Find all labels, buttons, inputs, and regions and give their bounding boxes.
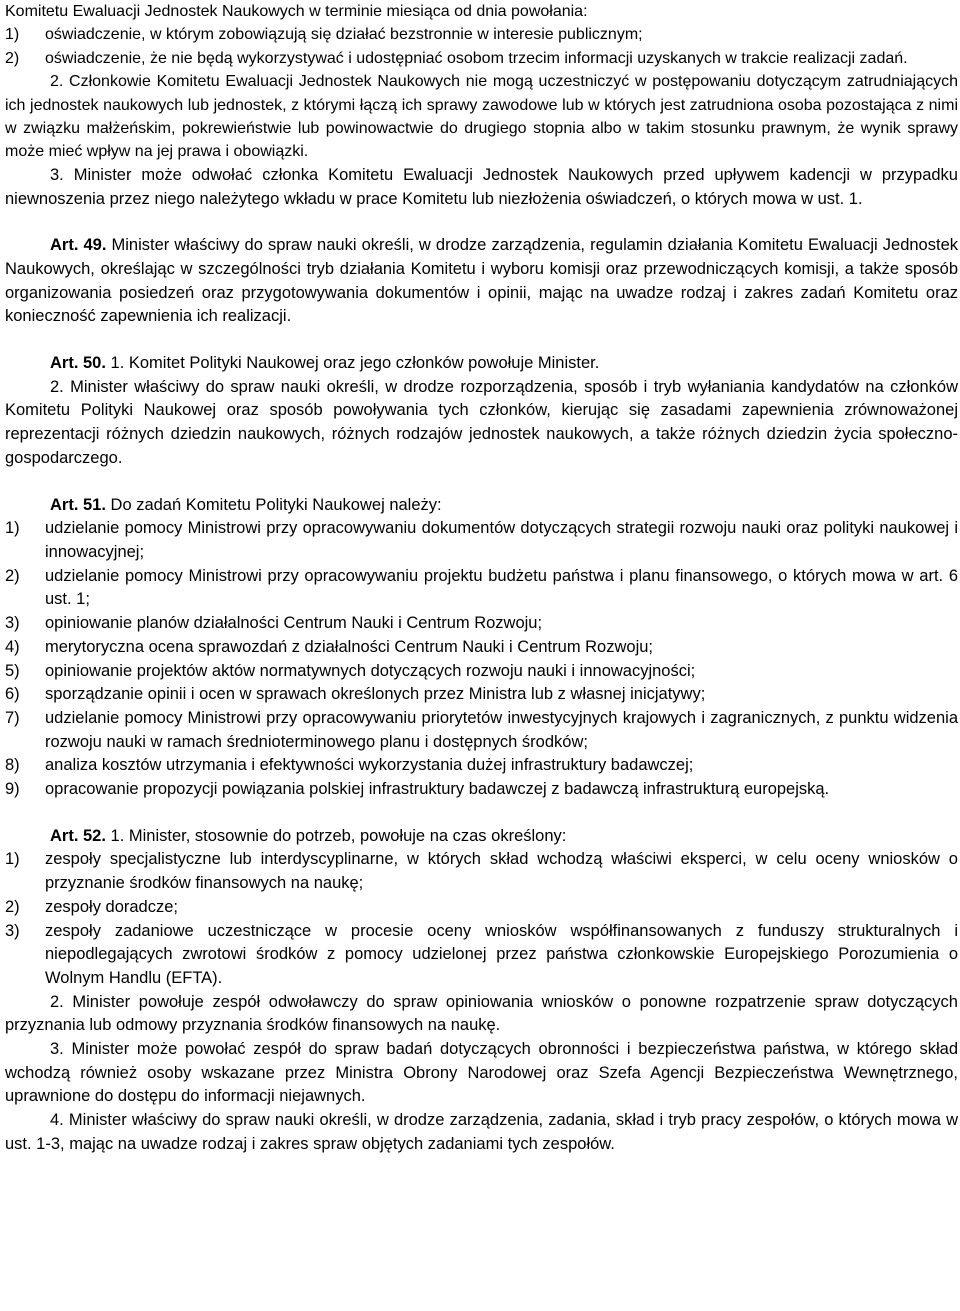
item-text: oświadczenie, w którym zobowiązują się działać bezstronnie w interesie publicznym; [45, 26, 643, 44]
article-label: Art. 50. [50, 354, 106, 373]
art49-paragraph [5, 234, 958, 329]
item-text: opiniowanie planów działalności Centrum Nauki i Centrum Rozwoju; [45, 614, 543, 633]
list-item [5, 660, 958, 684]
art52-list [5, 848, 958, 990]
art51-lead [5, 494, 958, 518]
item-text: analiza kosztów utrzymania i efektywności wykorzystania dużej infrastruktury badawczej; [45, 756, 694, 775]
art47-item-2 [5, 47, 958, 70]
art47-item-1 [5, 23, 958, 46]
article-label: Art. 49. [50, 236, 107, 255]
item-text: opiniowanie projektów aktów normatywnych dotyczących rozwoju nauki i innowacyjności; [45, 661, 696, 680]
item-number: 3) [5, 921, 20, 940]
article-label: Art. 51. [50, 495, 106, 514]
item-number: 5) [5, 661, 20, 680]
art51-list [5, 517, 958, 801]
item-text: zespoły doradcze; [45, 897, 178, 916]
list-item [5, 896, 958, 920]
item-number: 6) [5, 685, 20, 704]
art52-paragraph-3: 3. Minister może powołać zespół do spraw badań dotyczących obronności i bezpieczeństwa państwa, w którego skład wchodzą również osoby wskazane przez Ministra Obrony Narodowej oraz Szefa Agencji Bezpieczeństwa Wewnętrznego, uprawnione do dostępu do informacji niejawnych. [5, 1040, 958, 1106]
item-text: sporządzanie opinii i ocen w sprawach określonych przez Ministra lub z własnej inicjatywy; [45, 685, 706, 704]
item-number: 1) [5, 850, 20, 869]
article-text: 1. Komitet Polityki Naukowej oraz jego członków powołuje Minister. [105, 354, 600, 373]
list-item [5, 754, 958, 778]
art50-paragraph-2: 2. Minister właściwy do spraw nauki określi, w drodze rozporządzenia, sposób i tryb wyłaniania kandydatów na członków Komitetu Polityki Naukowej oraz sposób powoływania tych członków, kierując się zasadami zapewnienia zrównoważonej reprezentacji różnych dziedzin naukowych, różnych rodzajów jednostek naukowych, a także różnych dziedzin życia społeczno-gospodarczego. [5, 377, 958, 467]
art47-section [5, 0, 958, 164]
item-text: udzielanie pomocy Ministrowi przy opracowywaniu priorytetów inwestycyjnych krajowych i zagranicznych, z punktu widzenia rozwoju nauki w ramach średnioterminowego planu i dostępnych środków; [45, 708, 958, 751]
item-number: 2) [5, 897, 20, 916]
item-text: udzielanie pomocy Ministrowi przy opracowywaniu projektu budżetu państwa i planu finansowego, o których mowa w art. 6 ust. 1; [45, 566, 958, 609]
item-number: 2) [5, 49, 20, 67]
article-label: Art. 52. [50, 826, 106, 845]
item-text: merytoryczna ocena sprawozdań z działalności Centrum Nauki i Centrum Rozwoju; [45, 637, 654, 656]
art52-lead [5, 825, 958, 849]
list-item [5, 517, 958, 564]
article-text: 1. Minister, stosownie do potrzeb, powołuje na czas określony: [105, 826, 567, 845]
list-item [5, 636, 958, 660]
intro-line: Komitetu Ewaluacji Jednostek Naukowych w terminie miesiąca od dnia powołania: [5, 3, 588, 20]
list-item [5, 707, 958, 754]
art52-paragraph-4: 4. Minister właściwy do spraw nauki określi, w drodze zarządzenia, zadania, skład i tryb pracy zespołów, o których mowa w ust. 1-3, mając na uwadze rodzaj i zakres spraw objętych zadaniami tych zespołów. [5, 1111, 958, 1153]
item-text: opracowanie propozycji powiązania polskiej infrastruktury badawczej z badawczą infrastrukturą europejską. [45, 780, 830, 799]
article-text: Do zadań Komitetu Polityki Naukowej należy: [105, 495, 442, 514]
list-item [5, 848, 958, 895]
item-number: 8) [5, 756, 20, 775]
item-text: udzielanie pomocy Ministrowi przy opracowywaniu dokumentów dotyczących strategii rozwoju nauki oraz polityki naukowej i innowacyjnej; [45, 519, 958, 561]
item-number: 1) [5, 519, 20, 538]
art47-49-section [5, 164, 958, 1157]
item-number: 1) [5, 26, 20, 44]
list-item [5, 778, 958, 802]
item-number: 7) [5, 708, 20, 727]
item-number: 3) [5, 614, 20, 633]
list-item [5, 920, 958, 991]
art47-paragraph-2: 2. Członkowie Komitetu Ewaluacji Jednostek Naukowych nie mogą uczestniczyć w postępowaniu dotyczącym zatrudniających ich jednostek naukowych lub jednostek, z którymi łączą ich sprawy zawodowe lub w których jest zatrudniona osoba pozostająca z nimi w związku małżeńskim, pokrewieństwie lub powinowactwie do drugiego stopnia albo w takim stosunku prawnym, że wynik sprawy może mieć wpływ na jej prawa i obowiązki. [5, 73, 958, 161]
list-item [5, 612, 958, 636]
item-text: zespoły zadaniowe uczestniczące w procesie oceny wniosków współfinansowanych z funduszy strukturalnych i niepodlegających zwrotowi środków z pomocy udzielonej przez państwa członkowskie Europejskiego Porozumienia o Wolnym Handlu (EFTA). [45, 921, 958, 987]
list-item [5, 565, 958, 612]
item-text: zespoły specjalistyczne lub interdyscyplinarne, w których skład wchodzą właściwi eksperci, w celu oceny wniosków o przyznanie środków finansowych na naukę; [45, 850, 958, 893]
item-number: 9) [5, 780, 20, 799]
item-number: 2) [5, 566, 20, 585]
item-text: oświadczenie, że nie będą wykorzystywać i udostępniać osobom trzecim informacji uzyskanych w trakcie realizacji zadań. [45, 49, 908, 67]
art52-paragraph-2: 2. Minister powołuje zespół odwoławczy do spraw opiniowania wniosków o ponowne rozpatrzenie spraw dotyczących przyznania lub odmowy przyznania środków finansowych na naukę. [5, 992, 958, 1035]
art47-paragraph-3: 3. Minister może odwołać członka Komitetu Ewaluacji Jednostek Naukowych przed upływem kadencji w przypadku niewnoszenia przez niego należytego wkładu w prace Komitetu lub niezłożenia oświadczeń, o których mowa w ust. 1. [5, 165, 958, 208]
item-number: 4) [5, 637, 20, 656]
list-item [5, 683, 958, 707]
article-text: Minister właściwy do spraw nauki określi, w drodze zarządzenia, regulamin działania Komitetu Ewaluacji Jednostek Naukowych, określając w szczególności tryb działania Komitetu i wyboru komisji oraz przewodniczących komisji, a także sposób organizowania posiedzeń oraz przygotowywania dokumentów i opinii, mając na uwadze rodzaj i zakres zadań Komitetu oraz konieczność zapewnienia ich realizacji. [5, 236, 958, 326]
art50-paragraph-1 [5, 352, 958, 376]
